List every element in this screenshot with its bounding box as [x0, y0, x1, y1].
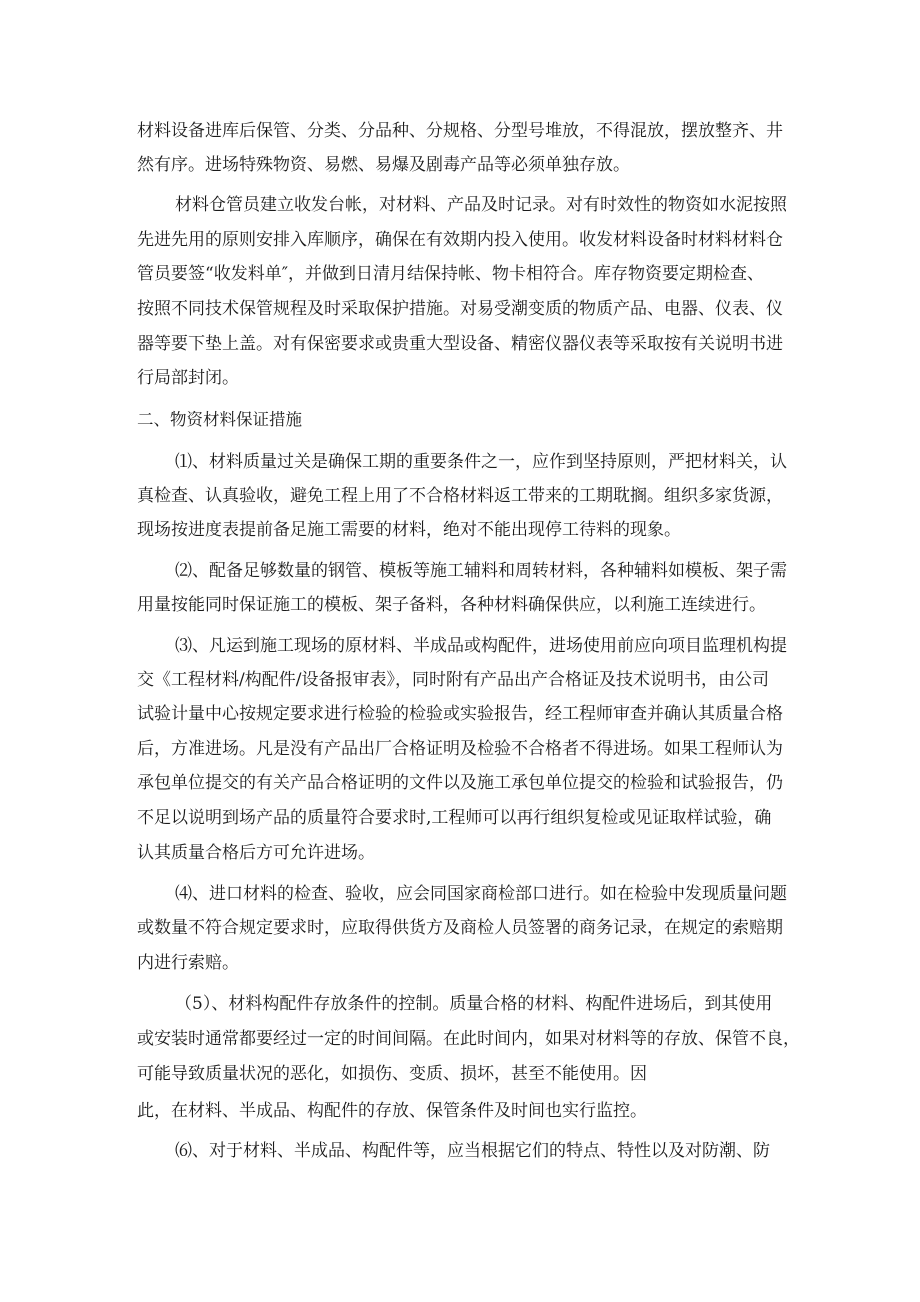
text-line: 试验计量中心按规定要求进行检验的检验或实验报告，经工程师审查并确认其质量合格 [137, 704, 783, 724]
text-line: 材料仓管员建立收发台帐，对材料、产品及时记录。对有时效性的物资如水泥按照 [175, 195, 787, 215]
text-line: 材料设备进库后保管、分类、分品种、分规格、分型号堆放，不得混放，摆放整齐、井 [137, 121, 783, 141]
text-line: 此，在材料、半成品、构配件的存放、保管条件及时间也实行监控。 [137, 1101, 647, 1121]
text-line: ⑶、凡运到施工现场的原材料、半成品或构配件，进场使用前应向项目监理机构提 [175, 636, 787, 656]
text-line: 或安装时通常都要经过一定的时间间隔。在此时间内，如果对材料等的存放、保管不良， [137, 1029, 800, 1049]
text-line: 认其质量合格后方可允许进场。 [137, 843, 375, 863]
text-line: 器等要下垫上盖。对有保密要求或贵重大型设备、精密仪器仪表等采取按有关说明书进 [137, 334, 783, 354]
text-line: 行局部封闭。 [137, 368, 239, 388]
text-line: 可能导致质量状况的恶化，如损伤、变质、损坏，甚至不能使用。因 [137, 1064, 647, 1084]
text-line: 管员要签“收发料单″，并做到日清月结保持帐、物卡相符合。库存物资要定期检查、 [137, 264, 765, 284]
text-line: 后，方准进场。凡是没有产品出厂合格证明及检验不合格者不得进场。如果工程师认为 [137, 739, 783, 759]
text-line: ⑹、对于材料、半成品、构配件等，应当根据它们的特点、特性以及对防潮、防 [175, 1141, 770, 1161]
text-line: 然有序。进场特殊物资、易燃、易爆及剧毒产品等必须单独存放。 [137, 155, 630, 175]
text-line: 或数量不符合规定要求时，应取得供货方及商检人员签署的商务记录，在规定的索赔期 [137, 918, 783, 938]
text-line: 不足以说明到场产品的质量符合要求时,工程师可以再行组织复检或见证取样试验，确 [137, 808, 772, 828]
section-heading: 二、物资材料保证措施 [137, 410, 302, 429]
text-line: 先进先用的原则安排入库顺序，确保在有效期内投入使用。收发材料设备时材料材料仓 [137, 230, 783, 250]
text-line: 按照不同技术保管规程及时采取保护措施。对易受潮变质的物质产品、电器、仪表、仪 [137, 299, 783, 319]
text-line: 承包单位提交的有关产品合格证明的文件以及施工承包单位提交的检验和试验报告，仍 [137, 773, 783, 793]
text-line: 交《工程材料/构配件/设备报审表》，同时附有产品出产合格证及技术说明书，由公司 [137, 670, 769, 690]
text-line: 内进行索赔。 [137, 953, 239, 973]
text-line: （5）、材料构配件存放条件的控制。质量合格的材料、构配件进场后，到其使用 [175, 994, 773, 1014]
text-line: 现场按进度表提前备足施工需要的材料，绝对不能出现停工待料的现象。 [137, 520, 681, 540]
text-line: 用量按能同时保证施工的模板、架子备料，各种材料确保供应，以利施工连续进行。 [137, 595, 766, 615]
text-line: ⑴、材料质量过关是确保工期的重要条件之一，应作到坚持原则，严把材料关，认 [175, 452, 787, 472]
text-line: ⑵、配备足够数量的钢管、模板等施工辅料和周转材料，各种辅料如模板、架子需 [175, 561, 787, 581]
text-line: 真检查、认真验收，避免工程上用了不合格材料返工带来的工期耽搁。组织多家货源， [137, 486, 783, 506]
text-line: ⑷、进口材料的检查、验收，应会同国家商检部口进行。如在检验中发现质量问题 [175, 884, 787, 904]
